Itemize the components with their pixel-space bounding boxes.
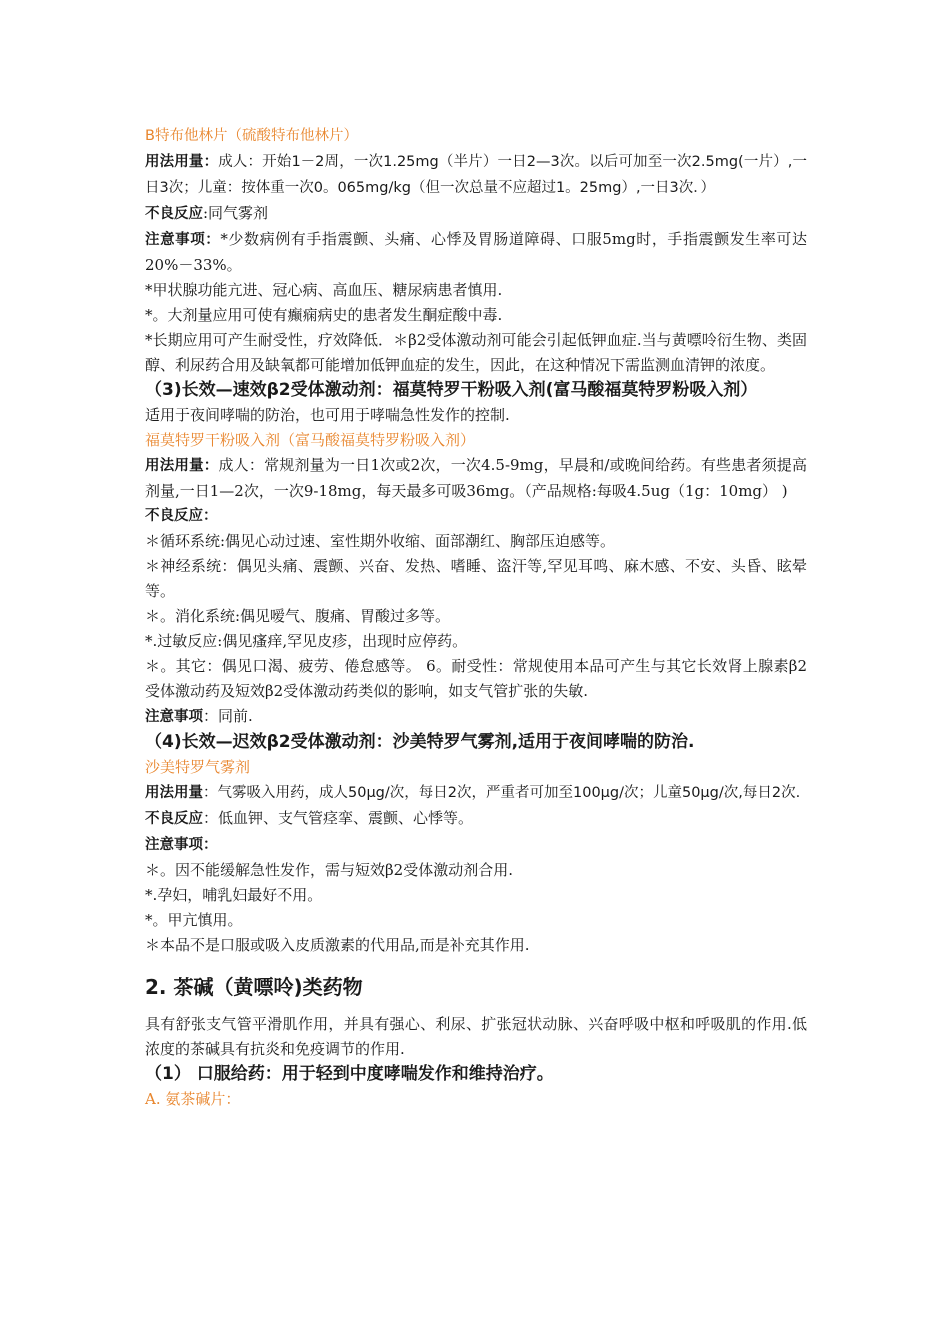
usage-paragraph (145, 149, 807, 201)
notes-colon: ： (203, 837, 218, 853)
section-description: 具有舒张支气管平滑肌作用，并具有强心、利尿、扩张冠状动脉、兴奋呼吸中枢和呼吸肌的作用.低浓度的茶碱具有抗炎和免疫调节的作用. (145, 1015, 807, 1058)
section-heading-salmeterol: （4)长效—迟效β2受体激动剂：沙美特罗气雾剂,适用于夜间哮喘的防治. (145, 732, 695, 752)
section-description: 适用于夜间哮喘的防治，也可用于哮喘急性发作的控制. (145, 406, 510, 424)
notes-item: ＊本品不是口服或吸入皮质激素的代用品,而是补充其作用. (145, 936, 530, 954)
notes-item: *。大剂量应用可使有癫痫病史的患者发生酮症酸中毒. (145, 306, 503, 324)
usage-paragraph (145, 780, 807, 806)
adverse-item: ＊神经系统：偶见头痛、震颤、兴奋、发热、嗜睡、盗汗等,罕见耳鸣、麻木感、不安、头昏、眩晕等。 (145, 557, 807, 600)
notes-text: ：同前. (203, 707, 253, 725)
usage-label: 用法用量： (145, 458, 219, 474)
section-heading-formoterol: （3)长效—速效β2受体激动剂：福莫特罗干粉吸入剂(富马酸福莫特罗粉吸入剂） (145, 380, 758, 400)
chapter-heading-theophylline: 2. 茶碱（黄嘌呤)类药物 (145, 975, 363, 999)
usage-label: 用法用量 (145, 785, 203, 801)
adverse-item: ＊。消化系统:偶见嗳气、腹痛、胃酸过多等。 (145, 607, 451, 625)
drug-title-aminophylline: A. 氨茶碱片： (145, 1090, 241, 1108)
drug-title-terbutaline: B特布他林片（硫酸特布他林片） (145, 128, 358, 144)
usage-paragraph (145, 453, 807, 504)
adverse-paragraph (145, 201, 807, 227)
notes-paragraph (145, 227, 807, 278)
notes-item: *长期应用可产生耐受性，疗效降低．＊β2受体激动剂可能会引起低钾血症.当与黄嘌呤衍生物、类固醇、利尿药合用及缺氧都可能增加低钾血症的发生，因此，在这种情况下需监测血清钾的浓度。 (145, 331, 807, 374)
adverse-paragraph (145, 806, 807, 832)
notes-item: *甲状腺功能亢进、冠心病、高血压、糖尿病患者慎用. (145, 281, 503, 299)
usage-text: 成人：开始1－2周，一次1.25mg（半片）一日2—3次。以后可加至一次2.5mg(一片）,一日3次；儿童：按体重一次0。065mg/kg（但一次总量不应超过1。25mg）,一日3次．） (145, 154, 808, 196)
adverse-item: ＊。其它：偶见口渴、疲劳、倦怠感等。 6。耐受性：常规使用本品可产生与其它长效肾上腺素β2受体激动药及短效β2受体激动药类似的影响，如支气管扩张的失敏. (145, 657, 807, 700)
adverse-item: ＊循环系统:偶见心动过速、室性期外收缩、面部潮红、胸部压迫感等。 (145, 532, 616, 550)
adverse-label: 不良反应 (145, 206, 203, 222)
drug-title-formoterol: 福莫特罗干粉吸入剂（富马酸福莫特罗粉吸入剂） (145, 431, 476, 449)
sub-heading-oral: （1） 口服给药：用于轻到中度哮喘发作和维持治疗。 (145, 1064, 554, 1084)
adverse-text: :同气雾剂 (203, 204, 269, 222)
notes-label: 注意事项 (145, 837, 203, 853)
adverse-item: *.过敏反应:偶见瘙痒,罕见皮疹，出现时应停药。 (145, 632, 468, 650)
notes-paragraph (145, 704, 807, 730)
adverse-label: 不良反应： (145, 508, 218, 524)
usage-label: 用法用量： (145, 154, 219, 170)
notes-item: ＊。因不能缓解急性发作，需与短效β2受体激动剂合用. (145, 861, 513, 879)
notes-label: 注意事项 (145, 709, 203, 725)
usage-text: ：气雾吸入用药，成人50μg/次，每日2次，严重者可加至100μg/次；儿童50μg/次,每日2次. (203, 785, 801, 801)
notes-item: *少数病例有手指震颤、头痛、心悸及胃肠道障碍、口服5mg时，手指震颤发生率可达20%－33%。 (145, 230, 808, 274)
usage-text: 成人：常规剂量为一日1次或2次，一次4.5-9mg，早晨和/或晚间给药。有些患者须提高剂量,一日1—2次，一次9-18mg，每天最多可吸36mg。（产品规格:每吸4.5ug（1g：10mg） ) (145, 456, 808, 500)
notes-label: 注意事项： (145, 232, 221, 248)
notes-item: *。甲亢慎用。 (145, 911, 243, 929)
drug-title-salmeterol: 沙美特罗气雾剂 (145, 758, 251, 776)
adverse-label: 不良反应 (145, 811, 203, 827)
notes-item: *.孕妇，哺乳妇最好不用。 (145, 886, 323, 904)
notes-paragraph (145, 832, 807, 858)
adverse-text: ：低血钾、支气管痉挛、震颤、心悸等。 (203, 809, 474, 827)
document-content (145, 124, 807, 1112)
